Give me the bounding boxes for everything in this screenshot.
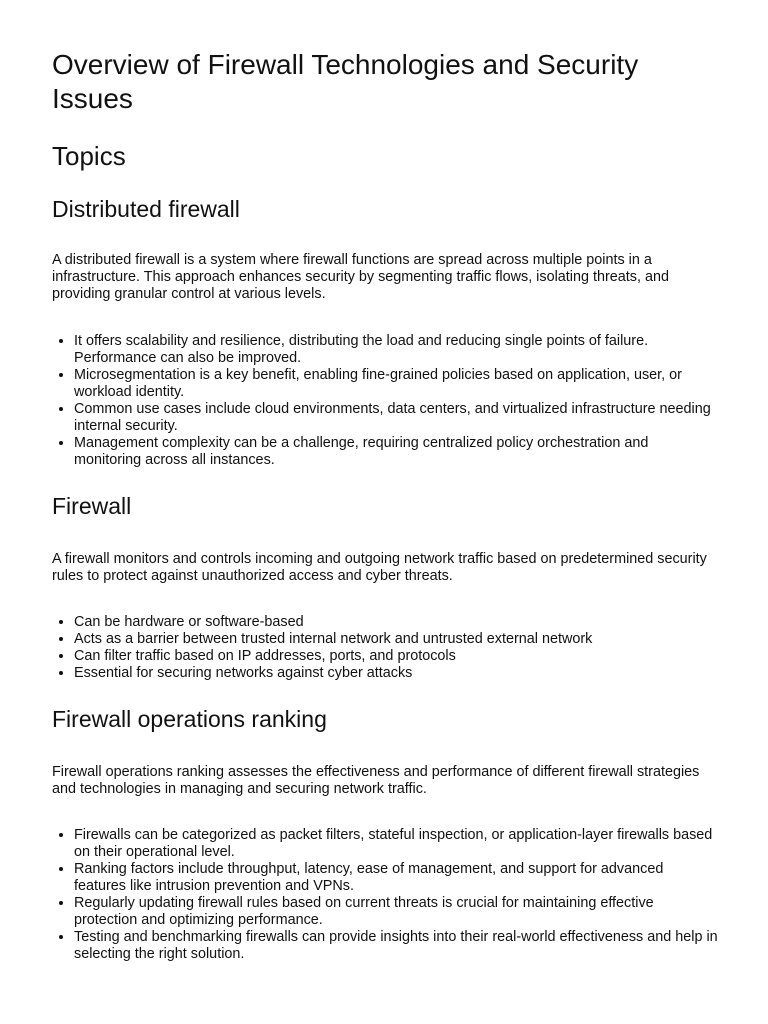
list-item: • Firewalls can be categorized as packet filters, stateful inspection, or application-layer firewalls based on their operational level. <box>74 827 719 861</box>
list-item: • Acts as a barrier between trusted internal network and untrusted external network <box>74 631 719 648</box>
section-heading-firewall: Firewall <box>52 493 132 519</box>
bullet-list-distributed-firewall <box>52 333 719 469</box>
list-item: • Can filter traffic based on IP addresses, ports, and protocols <box>74 648 719 665</box>
list-item: • Can be hardware or software-based <box>74 614 719 631</box>
list-item: • Regularly updating firewall rules based on current threats is crucial for maintaining effective protection and optimizing performance. <box>74 895 719 929</box>
bullet-list-firewall <box>52 614 719 682</box>
list-item: • Common use cases include cloud environments, data centers, and virtualized infrastructure needing internal security. <box>74 401 719 435</box>
section-heading-distributed-firewall: Distributed firewall <box>52 196 240 222</box>
list-item: • It offers scalability and resilience, distributing the load and reducing single points of failure. Performance can also be improved. <box>74 333 719 367</box>
list-item: • Management complexity can be a challenge, requiring centralized policy orchestration and monitoring across all instances. <box>74 435 719 469</box>
list-item: • Testing and benchmarking firewalls can provide insights into their real-world effectiveness and help in selecting the right solution. <box>74 929 719 963</box>
list-item: • Essential for securing networks against cyber attacks <box>74 665 719 682</box>
list-item: • Ranking factors include throughput, latency, ease of management, and support for advanced features like intrusion prevention and VPNs. <box>74 861 719 895</box>
section-description-distributed-firewall: A distributed firewall is a system where firewall functions are spread across multiple points in a infrastructure. This approach enhances security by segmenting traffic flows, isolating threats, and providing granular control at various levels. <box>52 252 669 302</box>
section-description-firewall: A firewall monitors and controls incoming and outgoing network traffic based on predetermined security rules to protect against unauthorized access and cyber threats. <box>52 551 707 584</box>
topics-heading: Topics <box>52 141 126 171</box>
list-item: • Microsegmentation is a key benefit, enabling fine-grained policies based on application, user, or workload identity. <box>74 367 719 401</box>
section-heading-firewall-operations-ranking: Firewall operations ranking <box>52 706 327 732</box>
page-title: Overview of Firewall Technologies and Security Issues <box>52 49 639 114</box>
section-description-firewall-operations-ranking: Firewall operations ranking assesses the effectiveness and performance of different firewall strategies and technologies in managing and securing network traffic. <box>52 764 700 797</box>
bullet-list-firewall-operations-ranking <box>52 827 719 963</box>
